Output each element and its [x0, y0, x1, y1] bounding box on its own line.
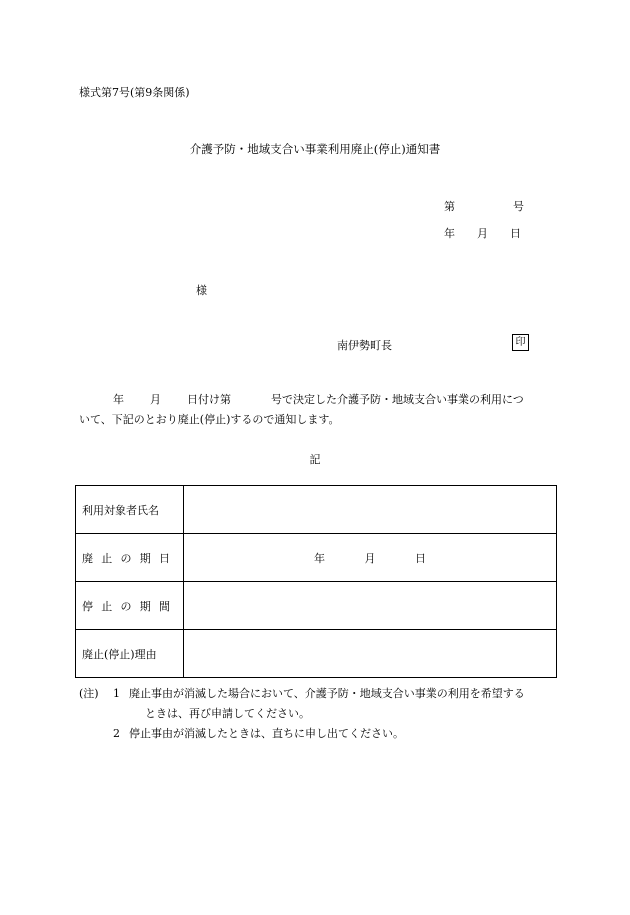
row-label-text: [82, 646, 170, 662]
issuer-name: 南伊勢町長: [337, 339, 392, 352]
abolition-date-field[interactable]: [184, 534, 557, 582]
number-prefix: 第: [444, 200, 455, 213]
body-line2: いて、下記のとおり廃止(停止)するので通知します。: [79, 413, 340, 426]
body-year: 年: [113, 393, 124, 406]
note-text-continued: ときは、再び申請してください。: [145, 707, 310, 720]
row-label-char: 日: [159, 551, 170, 565]
note-text: 停止事由が消滅したときは、直ちに申し出てください。: [129, 727, 404, 740]
abolition-month: 月: [364, 551, 376, 565]
form-number: 様式第7号(第9条関係): [79, 86, 190, 99]
row-label-char: 期: [139, 599, 151, 613]
row-label-text: [82, 550, 170, 566]
abolition-day: 日: [415, 551, 426, 565]
date-day: 日: [510, 227, 521, 240]
row-label-text: [82, 598, 170, 614]
details-table: [75, 485, 557, 678]
note-text: 廃止事由が消滅した場合において、介護予防・地域支合い事業の利用を希望する: [129, 687, 525, 700]
row-label: [76, 534, 184, 582]
date-year: 年: [444, 227, 455, 240]
body-month: 月: [150, 393, 161, 406]
number-suffix: 号: [513, 200, 524, 213]
addressee-suffix: 様: [196, 284, 207, 297]
row-label-char: 止: [101, 551, 113, 565]
row-label-char: 廃: [82, 551, 93, 565]
body-paragraph: [79, 390, 554, 430]
row-label-char: 停: [82, 599, 93, 613]
notes-mark: (注): [79, 687, 99, 700]
note-number: 1: [113, 687, 120, 700]
note-number: 2: [113, 727, 120, 740]
table-row: [76, 630, 557, 678]
row-label-char: の: [120, 551, 132, 565]
row-label-text: [82, 502, 170, 518]
note-item: [79, 724, 525, 744]
row-label: [76, 630, 184, 678]
row-label: [76, 582, 184, 630]
row-label-char: 止: [101, 599, 113, 613]
notes-section: [79, 684, 525, 744]
row-label: [76, 486, 184, 534]
table-row: [76, 534, 557, 582]
reason-field[interactable]: [184, 630, 557, 678]
row-label-char: 間: [159, 599, 170, 613]
table-row: [76, 486, 557, 534]
note-item: [79, 684, 525, 704]
suspension-period-field[interactable]: [184, 582, 557, 630]
ki-heading: 記: [309, 453, 321, 466]
seal-stamp: 印: [512, 334, 529, 351]
date-month: 月: [477, 227, 488, 240]
row-label-char: 利用対象者氏名: [82, 503, 159, 517]
body-line1-rest: 号で決定した介護予防・地域支合い事業の利用につ: [271, 393, 524, 406]
document-title: 介護予防・地域支合い事業利用廃止(停止)通知書: [189, 142, 441, 156]
document-number-line: [444, 198, 524, 214]
applicant-name-field[interactable]: [184, 486, 557, 534]
row-label-char: の: [120, 599, 132, 613]
table-row: [76, 582, 557, 630]
abolition-year: 年: [314, 551, 325, 565]
row-label-char: 廃止(停止)理由: [82, 647, 157, 661]
row-label-char: 期: [139, 551, 151, 565]
body-day-ref: 日付け第: [187, 393, 231, 406]
issue-date-line: [444, 225, 521, 241]
